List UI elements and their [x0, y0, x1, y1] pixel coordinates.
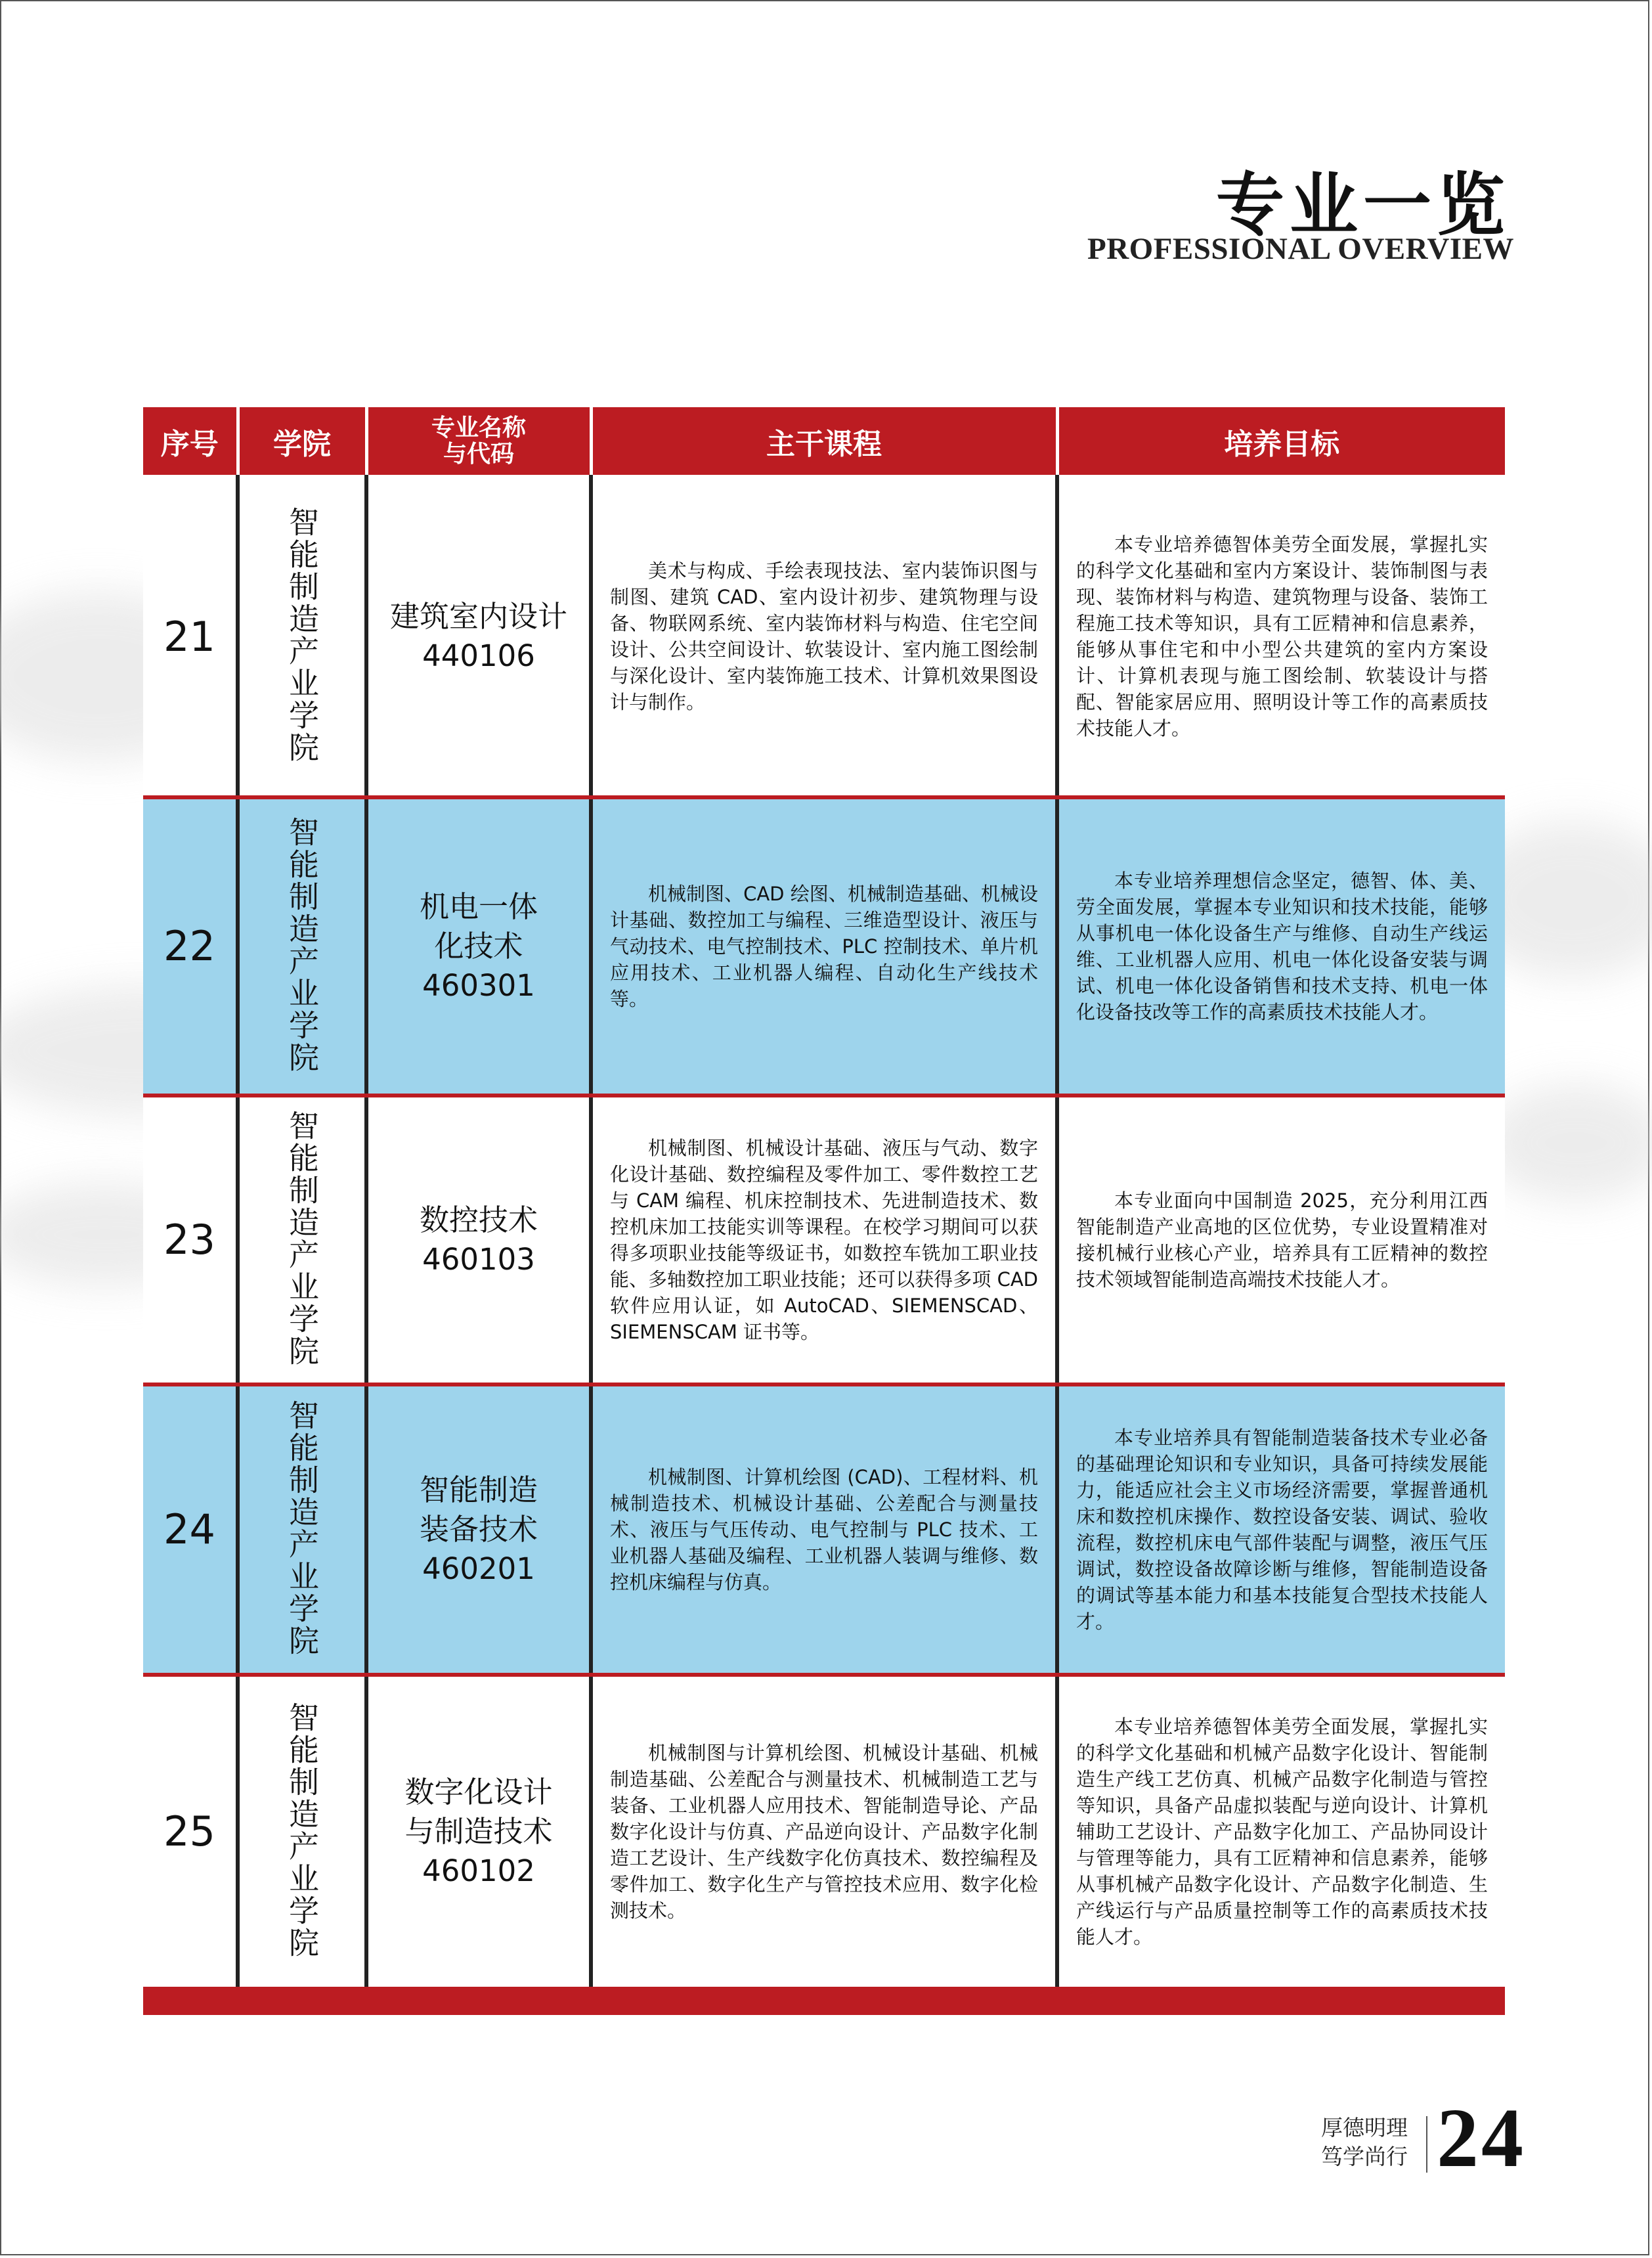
major-name: 机电一体	[419, 889, 538, 924]
major-name: 数字化设计	[404, 1774, 553, 1809]
major-code: 460102	[422, 1853, 535, 1888]
table-row	[143, 477, 1505, 797]
college-label: 智能制造产业学院	[284, 816, 320, 1074]
courses-text: 机械制图、CAD 绘图、机械制造基础、机械设计基础、数控加工与编程、三维造型设计、液压与气动技术、电气控制技术、PLC 控制技术、单片机应用技术、工业机器人编程、自动化生产线技术等。	[610, 882, 1038, 1010]
row-goals	[1057, 477, 1505, 797]
row-goals	[1057, 1384, 1505, 1675]
major-code: 460301	[422, 967, 535, 1003]
college-label: 智能制造产业学院	[284, 1701, 320, 1959]
row-courses	[591, 1384, 1057, 1675]
motto-line-1: 厚德明理	[1321, 2115, 1408, 2140]
goals-text: 本专业培养理想信念坚定，德智、体、美、劳全面发展，掌握本专业知识和技术技能，能够从事机电一体化设备生产与维修、自动生产线运维、工业机器人应用、机电一体化设备安装与调试、机电一体化设备销售和技术支持、机电一体化设备技改等工作的高素质技术技能人才。	[1076, 869, 1488, 1023]
page-number: 24	[1437, 2091, 1526, 2184]
row-college	[238, 1384, 366, 1675]
row-major	[366, 477, 591, 797]
row-major	[366, 1675, 591, 1989]
row-goals	[1057, 797, 1505, 1096]
table-header-row	[143, 407, 1505, 477]
row-goals	[1057, 1675, 1505, 1989]
major-name: 数控技术	[419, 1202, 538, 1237]
college-label: 智能制造产业学院	[284, 1399, 320, 1657]
school-motto	[1321, 2114, 1408, 2171]
row-major	[366, 797, 591, 1096]
college-label: 智能制造产业学院	[284, 1109, 320, 1367]
page-subtitle: PROFESSIONAL OVERVIEW	[1087, 232, 1514, 266]
majors-table	[143, 407, 1505, 1991]
footer-divider	[1426, 2116, 1427, 2173]
major-name: 与制造技术	[404, 1813, 553, 1849]
header-major-line2: 与代码	[443, 440, 514, 468]
table-row	[143, 1675, 1505, 1989]
major-name: 化技术	[434, 928, 523, 963]
major-name: 装备技术	[419, 1511, 538, 1547]
row-college	[238, 1096, 366, 1384]
motto-line-2: 笃学尚行	[1321, 2144, 1408, 2169]
college-label: 智能制造产业学院	[284, 506, 320, 764]
major-name: 智能制造	[419, 1472, 538, 1507]
row-college	[238, 477, 366, 797]
major-code: 460201	[422, 1551, 535, 1586]
row-seq: 22	[143, 797, 238, 1096]
row-seq: 23	[143, 1096, 238, 1384]
header-seq: 序号	[143, 407, 238, 477]
goals-text: 本专业培养德智体美劳全面发展，掌握扎实的科学文化基础和室内方案设计、装饰制图与表现、装饰材料与构造、建筑物理与设备、装饰工程施工技术等知识，具有工匠精神和信息素养，能够从事住宅和中小型公共建筑的室内方案设计、计算机表现与施工图绘制、软装设计与搭配、智能家居应用、照明设计等工作的高素质技术技能人才。	[1076, 533, 1488, 740]
row-seq: 24	[143, 1384, 238, 1675]
row-courses	[591, 477, 1057, 797]
row-courses	[591, 1096, 1057, 1384]
table-row	[143, 797, 1505, 1096]
courses-text: 机械制图、计算机绘图 (CAD)、工程材料、机械制造技术、机械设计基础、公差配合与测量技术、液压与气压传动、电气控制与 PLC 技术、工业机器人基础及编程、工业机器人装调与维修、数控机床编程与仿真。	[610, 1465, 1038, 1593]
row-major	[366, 1096, 591, 1384]
row-college	[238, 1675, 366, 1989]
goals-text: 本专业面向中国制造 2025，充分利用江西智能制造产业高地的区位优势，专业设置精准对接机械行业核心产业，培养具有工匠精神的数控技术领域智能制造高端技术技能人才。	[1076, 1189, 1488, 1291]
courses-text: 美术与构成、手绘表现技法、室内装饰识图与制图、建筑 CAD、室内设计初步、建筑物理与设备、物联网系统、室内装饰材料与构造、住宅空间设计、公共空间设计、软装设计、室内施工图绘制与深化设计、室内装饰施工技术、计算机效果图设计与制作。	[610, 560, 1038, 714]
header-major-line1: 专业名称	[431, 414, 526, 441]
row-seq: 21	[143, 477, 238, 797]
page-title: 专业一览	[1215, 164, 1510, 245]
header-major	[366, 407, 591, 477]
major-code: 440106	[422, 638, 535, 674]
header-courses: 主干课程	[591, 407, 1057, 477]
row-courses	[591, 1675, 1057, 1989]
table-row	[143, 1096, 1505, 1384]
header-goals: 培养目标	[1057, 407, 1505, 477]
row-seq: 25	[143, 1675, 238, 1989]
row-major	[366, 1384, 591, 1675]
header-college: 学院	[238, 407, 366, 477]
row-college	[238, 797, 366, 1096]
goals-text: 本专业培养德智体美劳全面发展，掌握扎实的科学文化基础和机械产品数字化设计、智能制造生产线工艺仿真、机械产品数字化制造与管控等知识，具备产品虚拟装配与逆向设计、计算机辅助工艺设计、产品数字化加工、产品协同设计与管理等能力，具有工匠精神和信息素养，能够从事机械产品数字化设计、产品数字化制造、生产线运行与产品质量控制等工作的高素质技术技能人才。	[1076, 1715, 1488, 1948]
table-bottom-bar	[143, 1987, 1505, 2015]
goals-text: 本专业培养具有智能制造装备技术专业必备的基础理论知识和专业知识，具备可持续发展能力，能适应社会主义市场经济需要，掌握普通机床和数控机床操作、数控设备安装、调试、验收流程，数控机床电气部件装配与调整，液压气压调试，数控设备故障诊断与维修，智能制造设备的调试等基本能力和基本技能复合型技术技能人才。	[1076, 1426, 1488, 1633]
row-courses	[591, 797, 1057, 1096]
courses-text: 机械制图、机械设计基础、液压与气动、数字化设计基础、数控编程及零件加工、零件数控工艺与 CAM 编程、机床控制技术、先进制造技术、数控机床加工技能实训等课程。在校学习期间可以获得多项职业技能等级证书，如数控车铣加工职业技能、多轴数控加工职业技能；还可以获得多项 CAD 软件应用认证，如 AutoCAD、SIEMENSCAD、SIEMENSCAM 证书等。	[610, 1136, 1038, 1343]
major-code: 460103	[422, 1241, 535, 1277]
courses-text: 机械制图与计算机绘图、机械设计基础、机械制造基础、公差配合与测量技术、机械制造工艺与装备、工业机器人应用技术、智能制造导论、产品数字化设计与仿真、产品逆向设计、产品数字化制造工艺设计、生产线数字化仿真技术、数控编程及零件加工、数字化生产与管控技术应用、数字化检测技术。	[610, 1741, 1038, 1922]
major-name: 建筑室内设计	[389, 599, 567, 634]
table-row	[143, 1384, 1505, 1675]
row-goals	[1057, 1096, 1505, 1384]
